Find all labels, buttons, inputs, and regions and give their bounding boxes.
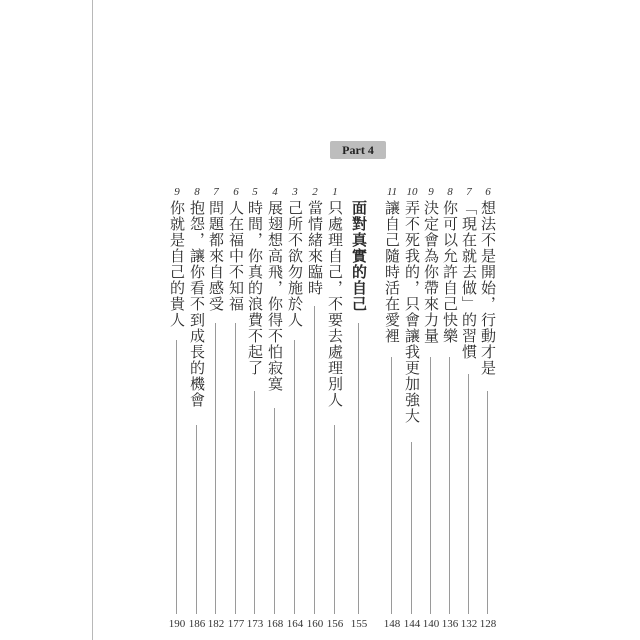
page-edge-line [92, 0, 93, 640]
toc-page-number: 177 [227, 618, 245, 630]
toc-page-number: 168 [266, 618, 284, 630]
toc-leader-line [487, 391, 488, 614]
toc-entry-number: 9 [428, 186, 434, 198]
toc-leader-line [254, 391, 255, 614]
toc-entry-title: 想法不是開始，行動才是 [479, 200, 497, 376]
toc-entry-title: 弄不死我的，只會讓我更加強大 [403, 200, 421, 424]
toc-entry-title: 讓自己隨時活在愛裡 [383, 200, 401, 344]
toc-page-number: 182 [207, 618, 225, 630]
toc-leader-line [334, 425, 335, 614]
toc-page-number: 132 [460, 618, 478, 630]
toc-leader-line [430, 357, 431, 614]
toc-leader-line [176, 340, 177, 614]
toc-entry-title: 只處理自己，不要去處理別人 [326, 200, 344, 408]
toc-leader-line [274, 408, 275, 614]
toc-entry-number: 7 [466, 186, 472, 198]
toc-page-number: 164 [286, 618, 304, 630]
toc-entry-number: 6 [485, 186, 491, 198]
toc-leader-line [235, 323, 236, 614]
toc-entry-number: 5 [252, 186, 258, 198]
toc-entry-number: 11 [386, 186, 398, 198]
toc-entry-title: 你可以允許自己快樂 [441, 200, 459, 344]
toc-leader-line [411, 442, 412, 614]
toc-entry-title: 己所不欲勿施於人 [286, 200, 304, 328]
toc-page-number: 136 [441, 618, 459, 630]
toc-page-number: 190 [168, 618, 186, 630]
toc-entry-title: 「現在就去做」的習慣 [460, 200, 478, 360]
toc-page-number: 155 [350, 618, 368, 630]
toc-page-number: 186 [188, 618, 206, 630]
toc-leader-line [215, 323, 216, 614]
toc-entry-number: 8 [194, 186, 200, 198]
toc-leader-line [449, 357, 450, 614]
toc-entry-number: 1 [332, 186, 338, 198]
toc-entry-number: 9 [174, 186, 180, 198]
toc-entry-title: 展翅想高飛，你得不怕寂寞 [266, 200, 284, 392]
toc-leader-line [468, 374, 469, 614]
toc-page-number: 140 [422, 618, 440, 630]
toc-entry-number: 8 [447, 186, 453, 198]
toc-entry-title: 時間，你真的浪費不起了 [246, 200, 264, 376]
toc-page-number: 156 [326, 618, 344, 630]
part-label: Part 4 [330, 141, 386, 159]
toc-entry-title: 決定會為你帶來力量 [422, 200, 440, 344]
toc-entry-number: 10 [406, 186, 418, 198]
toc-entry-number: 7 [213, 186, 219, 198]
toc-page-number: 144 [403, 618, 421, 630]
toc-leader-line [196, 425, 197, 614]
toc-entry-title: 你就是自己的貴人 [168, 200, 186, 328]
toc-page-number: 148 [383, 618, 401, 630]
toc-entry-number: 6 [233, 186, 239, 198]
toc-entry-title: 抱怨，讓你看不到成長的機會 [188, 200, 206, 408]
toc-entry-title: 問題都來自感受 [207, 200, 225, 312]
toc-entry-title: 當情緒來臨時 [306, 200, 324, 296]
toc-entry-number: 3 [292, 186, 298, 198]
toc-entry-title: 面對真實的自己 [350, 200, 368, 312]
toc-entry-number: 2 [312, 186, 318, 198]
toc-page-number: 173 [246, 618, 264, 630]
toc-entry-title: 人在福中不知福 [227, 200, 245, 312]
toc-leader-line [391, 357, 392, 614]
toc-leader-line [358, 323, 359, 614]
toc-entry-number: 4 [272, 186, 278, 198]
toc-page-number: 128 [479, 618, 497, 630]
toc-page-number: 160 [306, 618, 324, 630]
toc-leader-line [314, 306, 315, 614]
toc-leader-line [294, 340, 295, 614]
